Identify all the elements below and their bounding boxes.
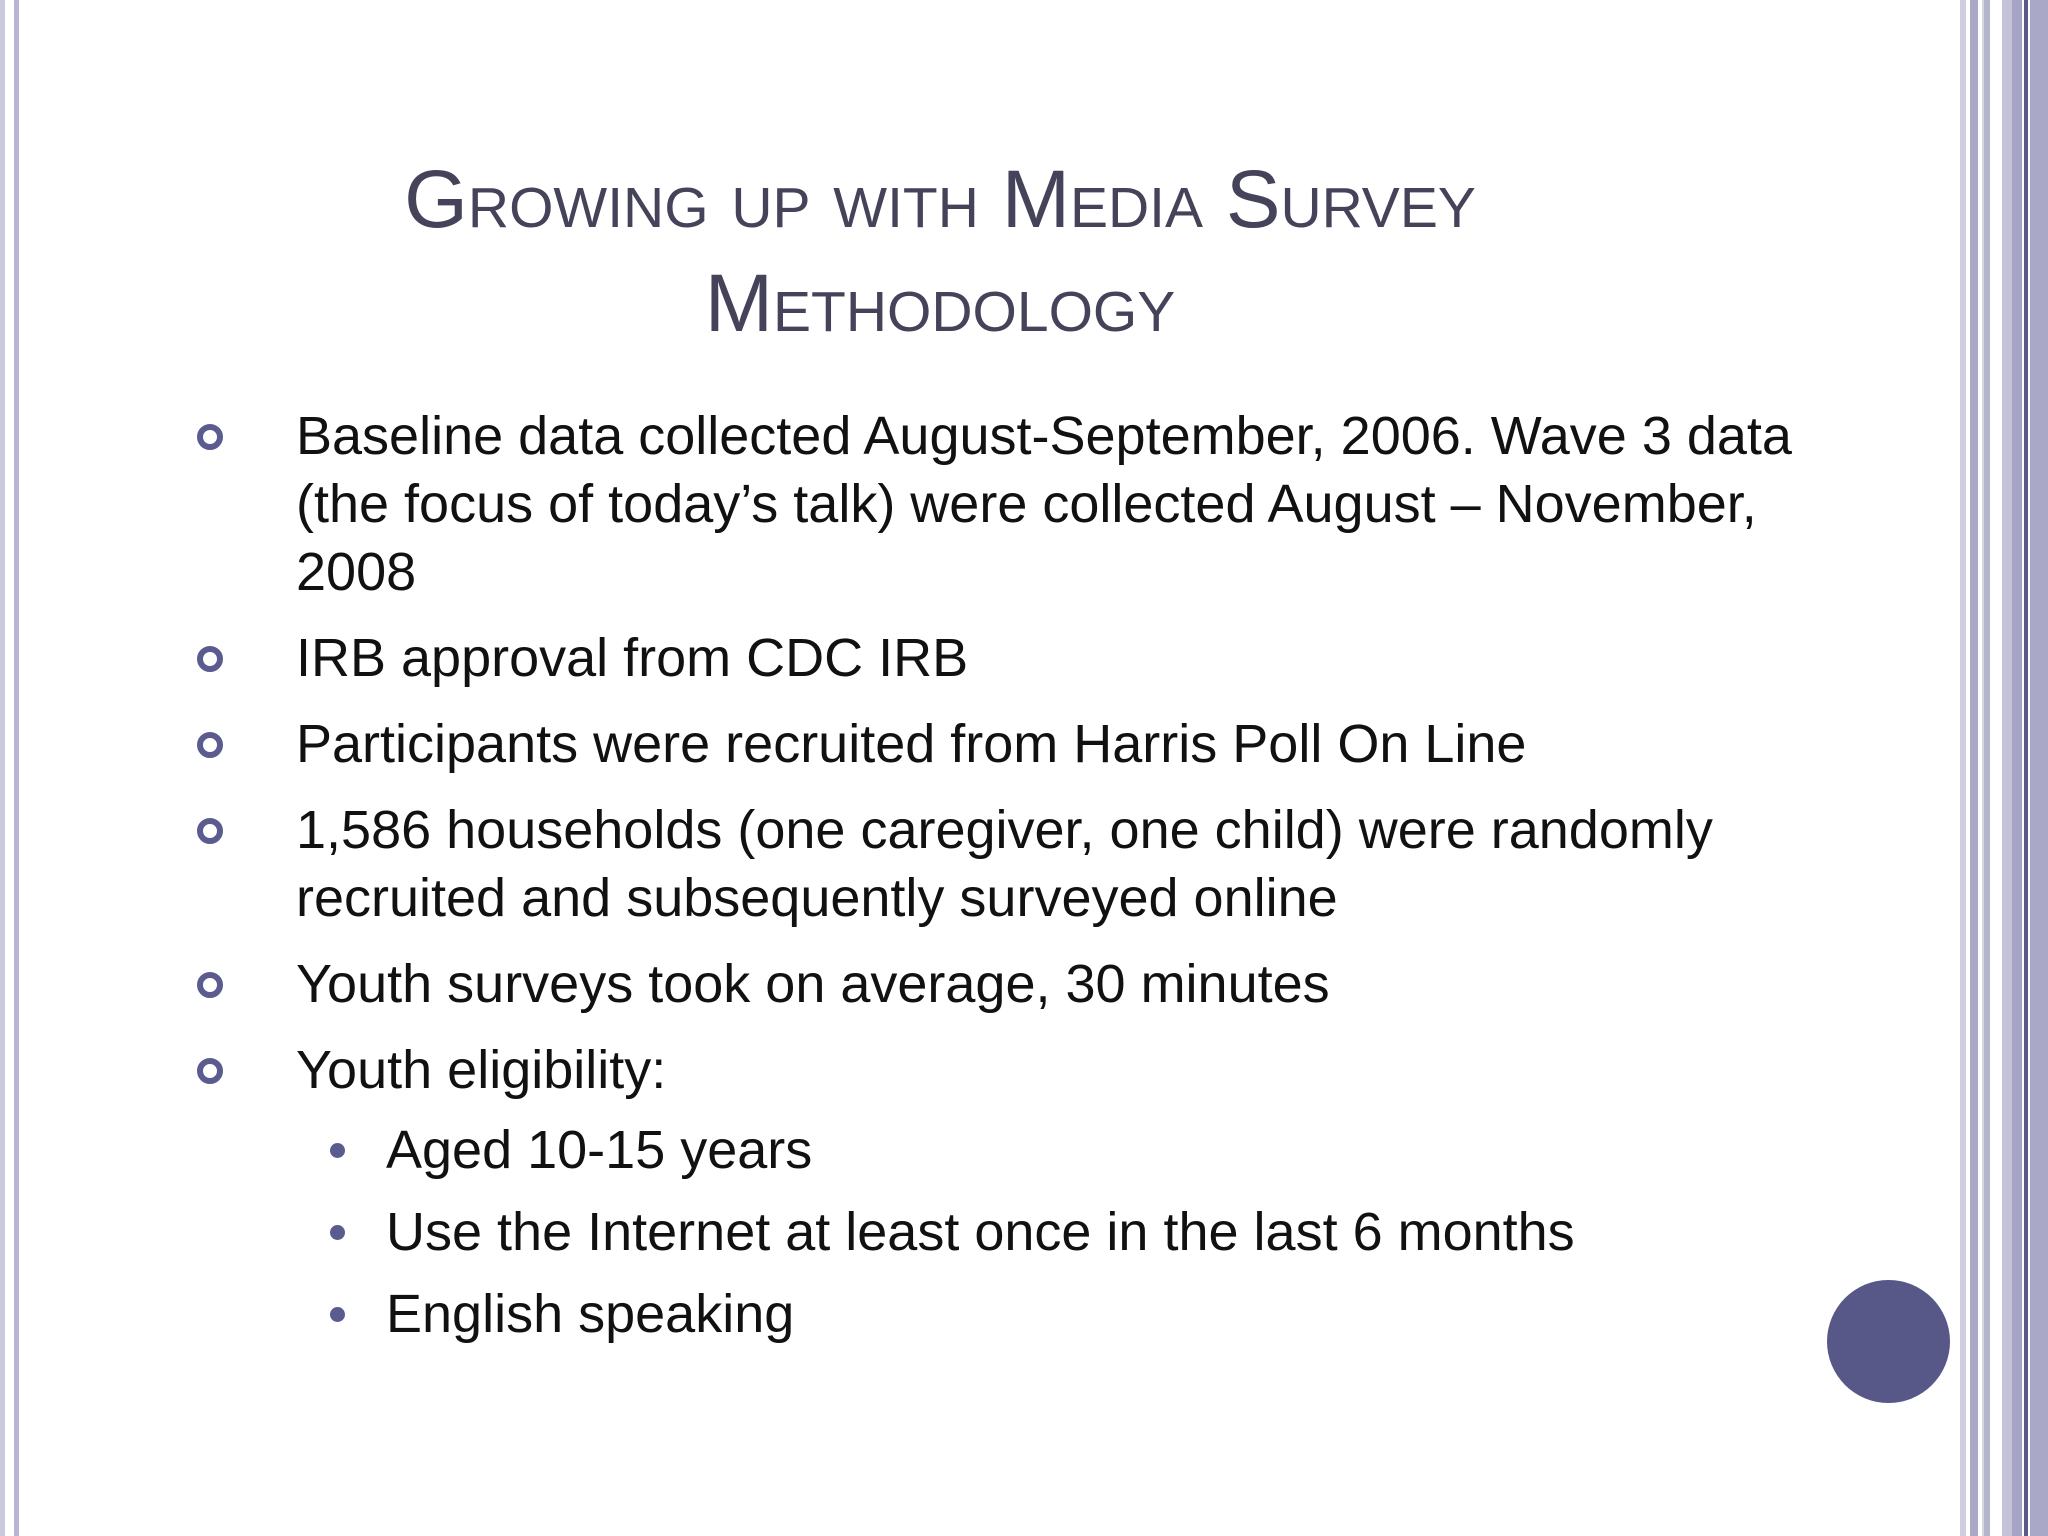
ring-bullet-icon (197, 972, 223, 998)
bullet-item (190, 624, 1810, 692)
sub-bullet-item (326, 1198, 1826, 1266)
bullet-item (190, 796, 1810, 932)
right-border-bar (2030, 0, 2048, 1536)
right-border-bar (1960, 0, 1966, 1536)
bullet-list (190, 402, 1810, 1122)
sub-bullet-text: English speaking (386, 1284, 795, 1344)
bullet-text: Baseline data collected August-September, 2006. Wave 3 data (the focus of today’s talk) were collected August – November, 2008 (296, 406, 1792, 602)
right-border-bar (2012, 0, 2022, 1536)
ring-bullet-icon (197, 646, 223, 672)
bullet-text: Youth eligibility: (296, 1040, 667, 1100)
slide-title (230, 148, 1650, 356)
sub-bullet-item (326, 1280, 1826, 1348)
sub-bullet-list (326, 1116, 1826, 1362)
bullet-item (190, 710, 1810, 778)
sub-bullet-item (326, 1116, 1826, 1184)
slide-title-line: Growing up with Media Survey (404, 154, 1476, 245)
sub-bullet-text: Use the Internet at least once in the last 6 months (386, 1202, 1575, 1262)
sub-bullet-text: Aged 10-15 years (386, 1120, 813, 1180)
ring-bullet-icon (197, 818, 223, 844)
bullet-item (190, 402, 1810, 606)
dot-bullet-icon (330, 1143, 345, 1158)
bullet-text: Youth surveys took on average, 30 minutes (296, 954, 1330, 1014)
dot-bullet-icon (330, 1307, 345, 1322)
ring-bullet-icon (197, 732, 223, 758)
left-border-line (0, 0, 5, 1536)
left-border-line (14, 0, 19, 1536)
right-border-bar (1984, 0, 1990, 1536)
right-border-bar (2024, 0, 2028, 1536)
slide-title-line: Methodology (704, 258, 1176, 349)
dot-bullet-icon (330, 1225, 345, 1240)
bullet-text: 1,586 households (one caregiver, one child) were randomly recruited and subsequently surveyed online (296, 800, 1713, 928)
bullet-item (190, 950, 1810, 1018)
ring-bullet-icon (197, 424, 223, 450)
ring-bullet-icon (197, 1058, 223, 1084)
right-border-bar (2002, 0, 2012, 1536)
bullet-item (190, 1036, 1810, 1104)
circle-icon (1827, 1280, 1950, 1403)
right-border-bar (1970, 0, 1978, 1536)
bullet-text: IRB approval from CDC IRB (296, 628, 969, 688)
bullet-text: Participants were recruited from Harris Poll On Line (296, 714, 1527, 774)
